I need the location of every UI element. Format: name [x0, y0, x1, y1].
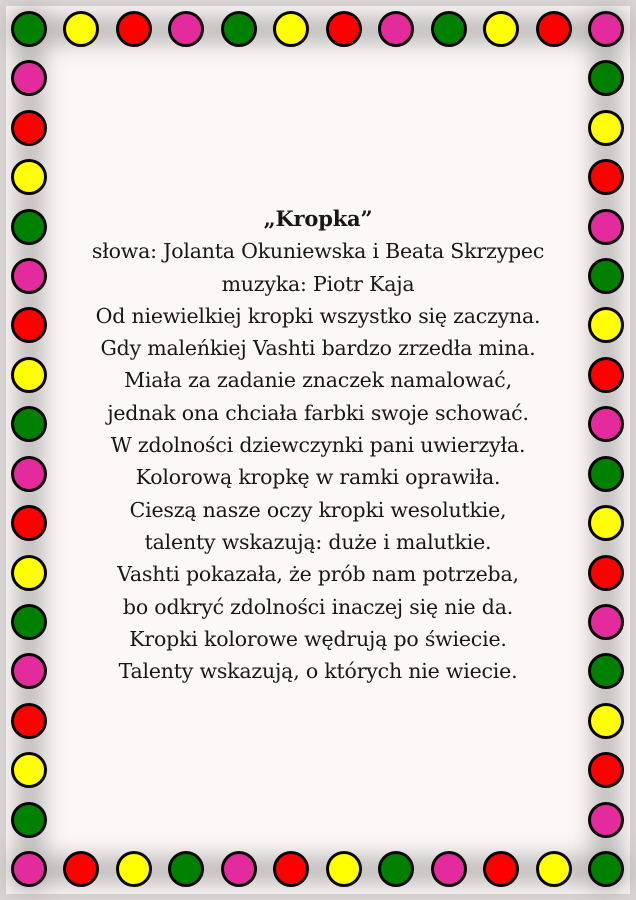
green-dot-icon	[11, 209, 47, 245]
yellow-dot-icon	[588, 110, 624, 146]
red-dot-icon	[11, 505, 47, 541]
yellow-dot-icon	[11, 159, 47, 195]
pink-dot-icon	[11, 456, 47, 492]
pink-dot-icon	[378, 11, 414, 47]
lyric-line: Od niewielkiej kropki wszystko się zaczyna.	[95, 303, 541, 328]
pink-dot-icon	[11, 653, 47, 689]
lyric-line: Kropki kolorowe wędrują po świecie.	[129, 626, 507, 651]
pink-dot-icon	[431, 851, 467, 887]
yellow-dot-icon	[483, 11, 519, 47]
green-dot-icon	[378, 851, 414, 887]
green-dot-icon	[11, 604, 47, 640]
pink-dot-icon	[11, 60, 47, 96]
lyric-line: jednak ona chciała farbki swoje schować.	[107, 400, 529, 425]
yellow-dot-icon	[273, 11, 309, 47]
song-title: „Kropka”	[263, 206, 373, 231]
yellow-dot-icon	[588, 505, 624, 541]
lyric-line: Kolorową kropkę w ramki oprawiła.	[135, 465, 501, 490]
green-dot-icon	[11, 802, 47, 838]
pink-dot-icon	[11, 258, 47, 294]
pink-dot-icon	[588, 604, 624, 640]
bottom-border-shadow	[10, 858, 626, 882]
red-dot-icon	[588, 752, 624, 788]
lyric-line: Miała za zadanie znaczek namalować,	[124, 368, 512, 393]
pink-dot-icon	[588, 406, 624, 442]
red-dot-icon	[588, 357, 624, 393]
yellow-dot-icon	[326, 851, 362, 887]
yellow-dot-icon	[536, 851, 572, 887]
red-dot-icon	[116, 11, 152, 47]
lyric-line: W zdolności dziewczynki pani uwierzyła.	[110, 433, 526, 458]
green-dot-icon	[11, 406, 47, 442]
red-dot-icon	[588, 555, 624, 591]
green-dot-icon	[588, 851, 624, 887]
lyric-line: Gdy maleńkiej Vashti bardzo zrzedła mina.	[100, 336, 536, 361]
yellow-dot-icon	[116, 851, 152, 887]
red-dot-icon	[483, 851, 519, 887]
pink-dot-icon	[588, 11, 624, 47]
pink-dot-icon	[588, 802, 624, 838]
yellow-dot-icon	[63, 11, 99, 47]
red-dot-icon	[273, 851, 309, 887]
red-dot-icon	[588, 159, 624, 195]
lyric-line: talenty wskazują: duże i malutkie.	[144, 529, 492, 554]
yellow-dot-icon	[11, 752, 47, 788]
top-border-shadow	[10, 18, 626, 42]
pink-dot-icon	[11, 851, 47, 887]
red-dot-icon	[11, 307, 47, 343]
yellow-dot-icon	[11, 555, 47, 591]
green-dot-icon	[588, 258, 624, 294]
lyric-line: bo odkryć zdolności inaczej się nie da.	[122, 594, 514, 619]
green-dot-icon	[588, 653, 624, 689]
song-text	[60, 203, 576, 687]
red-dot-icon	[11, 110, 47, 146]
red-dot-icon	[536, 11, 572, 47]
red-dot-icon	[11, 703, 47, 739]
yellow-dot-icon	[588, 307, 624, 343]
pink-dot-icon	[221, 851, 257, 887]
lyric-line: Cieszą nasze oczy kropki wesolutkie,	[129, 497, 507, 522]
red-dot-icon	[326, 11, 362, 47]
pink-dot-icon	[588, 209, 624, 245]
green-dot-icon	[588, 456, 624, 492]
yellow-dot-icon	[588, 703, 624, 739]
lyric-line: Talenty wskazują, o których nie wiecie.	[118, 659, 518, 684]
green-dot-icon	[588, 60, 624, 96]
green-dot-icon	[431, 11, 467, 47]
green-dot-icon	[221, 11, 257, 47]
pink-dot-icon	[168, 11, 204, 47]
yellow-dot-icon	[11, 357, 47, 393]
lyrics-credit: słowa: Jolanta Okuniewska i Beata Skrzypec	[91, 239, 545, 264]
green-dot-icon	[168, 851, 204, 887]
music-credit: muzyka: Piotr Kaja	[221, 271, 415, 296]
red-dot-icon	[63, 851, 99, 887]
lyric-line: Vashti pokazała, że prób nam potrzeba,	[117, 562, 519, 587]
green-dot-icon	[11, 11, 47, 47]
